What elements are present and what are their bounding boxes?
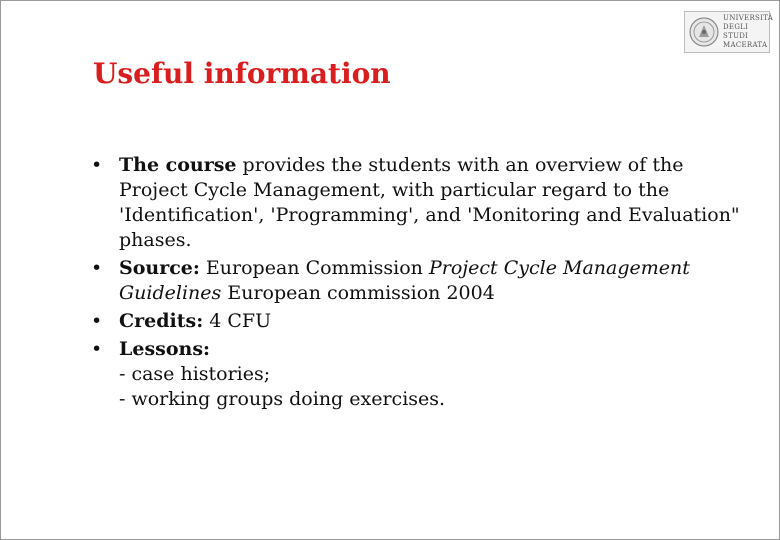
bullet-source-label: Source: <box>119 257 200 279</box>
university-seal-icon <box>689 17 719 47</box>
logo-line-1: UNIVERSITÀ <box>723 14 774 22</box>
bullet-credits-label: Credits: <box>119 310 204 332</box>
bullet-source <box>113 256 753 306</box>
logo-line-2: DEGLI STUDI <box>723 23 749 40</box>
page-title: Useful information <box>93 57 391 90</box>
logo-line-3: MACERATA <box>723 41 768 49</box>
bullet-course-text: provides the students with an overview of the Project Cycle Management, with particular regard to the 'Identification', 'Programming', and 'Monitoring and Evaluation" phases. <box>119 154 740 251</box>
bullet-course-label: The course <box>119 154 237 176</box>
bullet-credits-text: 4 CFU <box>203 310 272 332</box>
bullet-credits <box>113 309 753 334</box>
logo-text <box>723 14 773 50</box>
university-logo <box>684 11 774 53</box>
bullet-source-text-before: European Commission <box>199 257 429 279</box>
bullet-lessons <box>113 337 753 412</box>
bullet-source-text-after: European commission 2004 <box>221 282 495 304</box>
lessons-item-1: - case histories; <box>119 363 271 385</box>
bullet-lessons-label: • Lessons: <box>119 338 211 360</box>
lessons-item-2: - working groups doing exercises. <box>119 388 446 410</box>
bullet-source-italic: Project Cycle Management Guidelines <box>119 257 690 304</box>
bullet-course <box>113 153 753 253</box>
bullet-list <box>113 153 753 415</box>
